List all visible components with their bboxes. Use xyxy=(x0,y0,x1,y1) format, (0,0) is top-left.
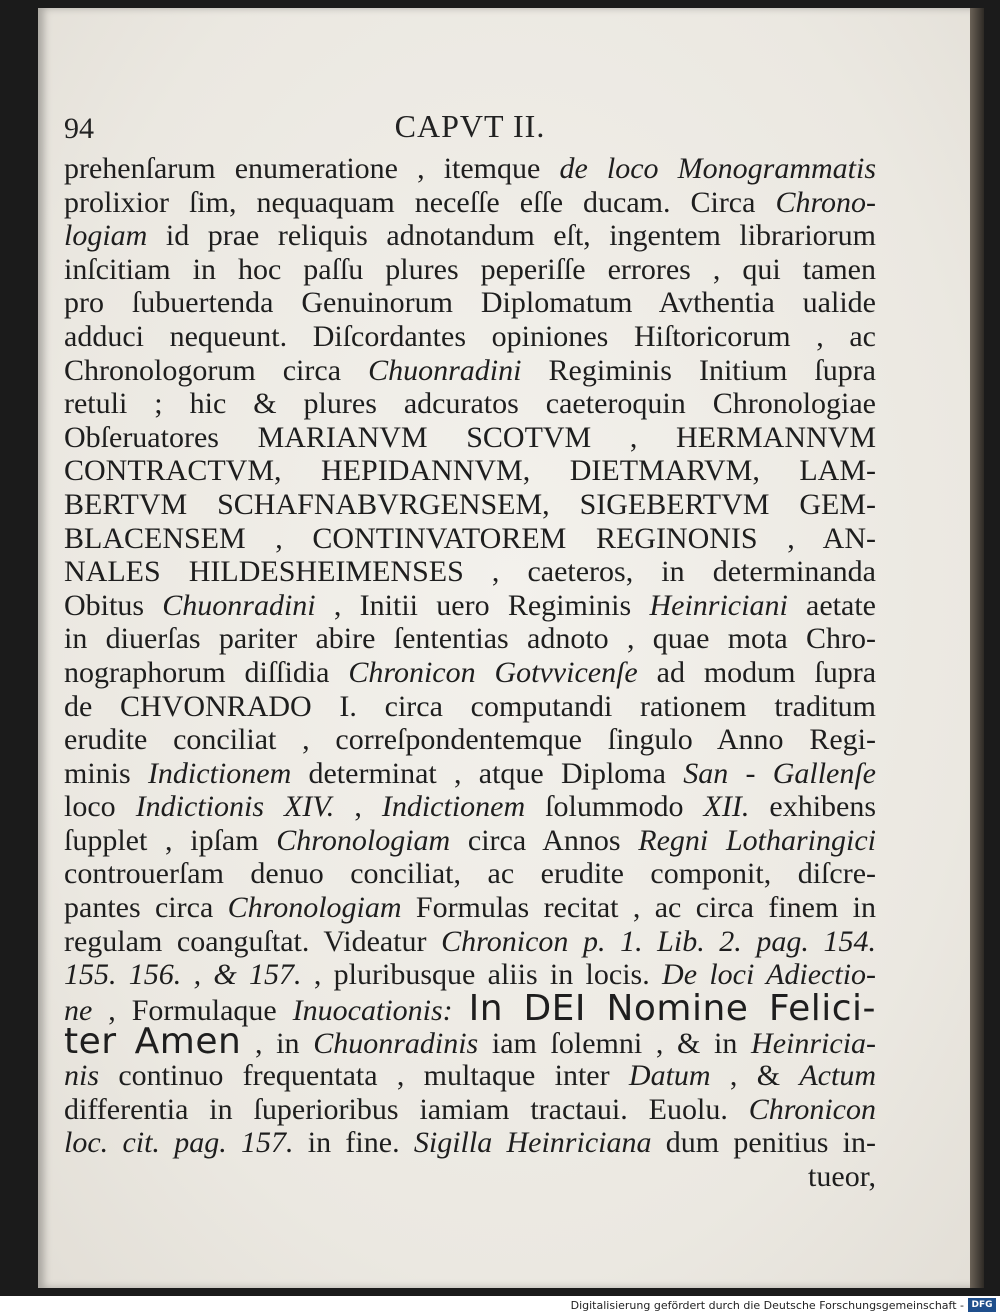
text-line xyxy=(64,589,876,623)
text-segment: pantes circa xyxy=(64,891,228,925)
italic-text-segment: Chronicon xyxy=(748,1092,876,1126)
text-segment: dum penitius in- xyxy=(651,1126,876,1160)
text-segment: , & xyxy=(710,1059,800,1093)
italic-text-segment: Datum xyxy=(628,1059,711,1093)
text-segment: Obſeruatores MARIANVM SCOTVM , HERMANNVM xyxy=(64,420,876,454)
text-segment xyxy=(453,994,469,1027)
italic-text-segment: Chronologiam xyxy=(276,823,451,857)
italic-text-segment: Indictionem xyxy=(147,756,292,790)
text-line xyxy=(64,891,876,925)
text-line xyxy=(64,925,876,959)
text-segment: inſcitiam in hoc paſſu plures peperiſſe errores , qui tamen xyxy=(64,252,876,286)
footer-bar xyxy=(0,1296,1000,1315)
text-segment: differentia in ſuperioribus iamiam tractaui. Euolu. xyxy=(64,1092,749,1126)
text-segment: NALES HILDESHEIMENSES , caeteros, in determinanda xyxy=(64,555,876,589)
text-line xyxy=(64,987,877,1029)
text-line xyxy=(64,1160,876,1194)
text-line xyxy=(64,522,876,556)
text-line xyxy=(64,286,876,320)
text-segment: exhibens xyxy=(749,790,877,824)
text-segment: determinat , atque Diploma xyxy=(291,756,684,790)
text-segment: , xyxy=(334,790,382,824)
text-line xyxy=(64,690,876,724)
italic-text-segment: loc. cit. pag. 157. xyxy=(64,1126,294,1160)
running-head: CAPVT II. xyxy=(394,108,546,144)
text-segment: regulam coanguſtat. Videatur xyxy=(64,924,442,958)
text-segment: , in xyxy=(241,1027,314,1061)
text-segment: BLACENSEM , CONTINVATOREM REGINONIS , AN- xyxy=(64,521,876,555)
text-segment: in fine. xyxy=(293,1126,414,1160)
text-segment: Regiminis Initium ſupra xyxy=(521,353,876,387)
text-segment: BERTVM SCHAFNABVRGENSEM, SIGEBERTVM GEM- xyxy=(64,487,876,521)
text-segment: Chronologorum circa xyxy=(64,353,369,387)
text-line xyxy=(64,656,876,690)
italic-text-segment: ne xyxy=(64,993,93,1027)
text-line xyxy=(64,790,876,824)
text-line xyxy=(64,219,876,253)
text-line xyxy=(64,723,876,757)
italic-text-segment: Chrono- xyxy=(775,185,876,219)
italic-text-segment: San - Gallenſe xyxy=(683,756,876,790)
italic-text-segment: Chronologiam xyxy=(227,891,402,925)
italic-text-segment: Indictionis XIV. xyxy=(135,790,335,824)
italic-text-segment: Heinricia- xyxy=(751,1027,877,1061)
text-segment: , pluribusque aliis in locis. xyxy=(301,958,663,992)
text-line xyxy=(64,857,876,891)
text-line xyxy=(64,253,876,287)
italic-text-segment: Indictionem xyxy=(381,790,526,824)
italic-text-segment: Regni Lotharingici xyxy=(638,823,876,857)
italic-text-segment: logiam xyxy=(64,219,148,253)
text-segment: minis xyxy=(64,756,148,790)
book-spine-edge xyxy=(970,8,984,1288)
text-segment: prolixior ſim, nequaquam neceſſe eſſe ducam. Circa xyxy=(64,185,776,219)
text-segment: id prae reliquis adnotandum eſt, ingentem librariorum xyxy=(147,219,876,253)
text-line xyxy=(64,186,876,220)
text-segment: in diuerſas pariter abire ſententias adnoto , quae mota Chro- xyxy=(64,622,876,656)
text-line xyxy=(64,354,876,388)
text-line xyxy=(64,824,876,858)
text-segment: aetate xyxy=(787,588,876,622)
text-segment: ad modum ſupra xyxy=(637,655,877,689)
italic-text-segment: Heinriciani xyxy=(649,588,788,622)
page-number: 94 xyxy=(64,112,94,145)
italic-text-segment: 155. 156. , & 157. xyxy=(64,958,302,992)
italic-text-segment: Inuocationis: xyxy=(292,993,453,1027)
funding-credit: Digitalisierung gefördert durch die Deutsche Forschungsgemeinschaft - xyxy=(570,1299,964,1312)
text-line xyxy=(64,958,876,992)
text-segment: tueor, xyxy=(808,1159,876,1193)
italic-text-segment: XII. xyxy=(703,790,750,824)
text-segment: , Formulaque xyxy=(92,993,293,1027)
text-segment: retuli ; hic & plures adcuratos caeteroquin Chronologiae xyxy=(64,387,876,421)
italic-text-segment: Chronicon Gotvvicenſe xyxy=(348,655,638,689)
text-segment: continuo frequentata , multaque inter xyxy=(99,1059,629,1093)
text-line xyxy=(64,454,876,488)
text-line xyxy=(64,488,876,522)
text-segment: adduci nequeunt. Diſcordantes opiniones Hiſtoricorum , ac xyxy=(64,319,876,353)
italic-text-segment: De loci Adiectio- xyxy=(662,958,877,992)
text-line xyxy=(64,757,876,791)
text-segment: nographorum diſſidia xyxy=(64,655,349,689)
text-segment: ſolummodo xyxy=(525,790,704,824)
display-text-segment: In DEI Nomine Felici- xyxy=(468,987,877,1029)
text-line xyxy=(64,1021,877,1063)
text-segment: ſupplet , ipſam xyxy=(64,823,277,857)
text-line xyxy=(64,387,876,421)
text-line xyxy=(64,1059,876,1093)
italic-text-segment: de loco Monogrammatis xyxy=(559,152,876,185)
italic-text-segment: Chronicon p. 1. Lib. 2. pag. 154. xyxy=(441,924,876,958)
text-segment: de CHVONRADO I. circa computandi rationem traditum xyxy=(64,689,876,723)
text-line xyxy=(64,421,876,455)
text-segment: circa Annos xyxy=(450,823,639,857)
italic-text-segment: Sigilla Heinriciana xyxy=(413,1126,652,1160)
page-header xyxy=(64,108,876,154)
text-segment: iam ſolemni , & in xyxy=(478,1027,752,1061)
italic-text-segment: Chuonradinis xyxy=(313,1027,479,1061)
text-segment: loco xyxy=(64,790,136,824)
italic-text-segment: Actum xyxy=(799,1059,876,1093)
text-segment: Obitus xyxy=(64,588,163,622)
italic-text-segment: nis xyxy=(64,1059,100,1093)
text-line xyxy=(64,320,876,354)
text-line xyxy=(64,622,876,656)
dfg-logo-icon: DFG xyxy=(968,1298,996,1312)
body-text xyxy=(64,152,876,1193)
text-line xyxy=(64,1093,876,1127)
text-segment: CONTRACTVM, HEPIDANNVM, DIETMARVM, LAM- xyxy=(64,454,876,488)
text-line xyxy=(64,555,876,589)
text-segment: , Initii uero Regiminis xyxy=(315,588,650,622)
text-line xyxy=(64,152,876,186)
text-segment: controuerſam denuo conciliat, ac erudite componit, diſcre- xyxy=(64,857,876,891)
text-line xyxy=(64,1126,876,1160)
text-segment: Formulas recitat , ac circa finem in xyxy=(401,891,876,925)
text-segment: pro ſubuertenda Genuinorum Diplomatum Avthentia ualide xyxy=(64,286,876,320)
italic-text-segment: Chuonradini xyxy=(368,353,522,387)
italic-text-segment: Chuonradini xyxy=(162,588,316,622)
text-segment: prehenſarum enumeratione , itemque xyxy=(64,152,560,185)
display-text-segment: ter Amen xyxy=(64,1021,242,1063)
text-segment: erudite conciliat , correſpondentemque ſingulo Anno Regi- xyxy=(64,723,876,757)
